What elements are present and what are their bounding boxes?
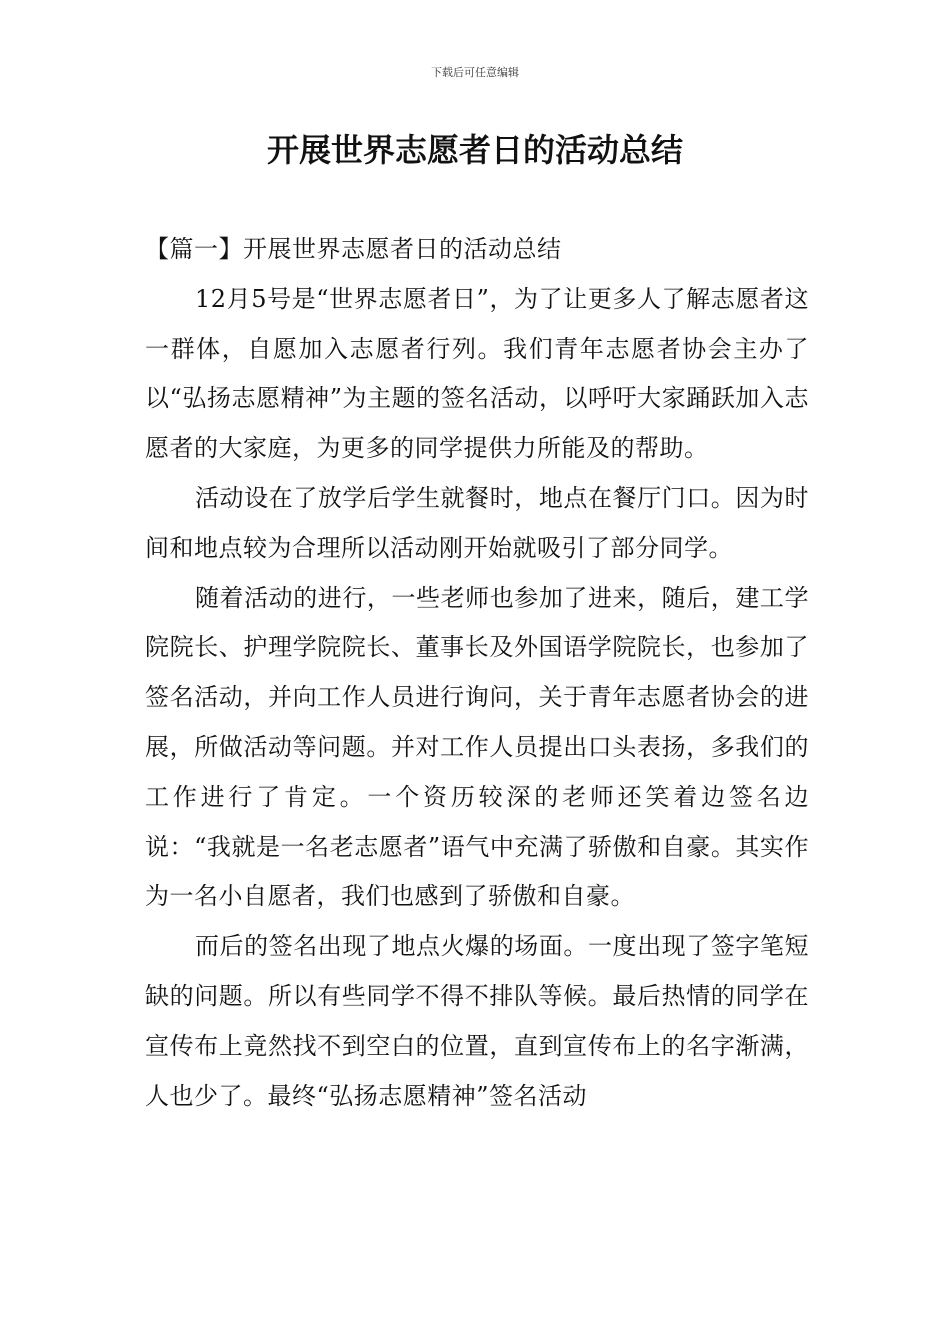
paragraph-4: 而后的签名出现了地点火爆的场面。一度出现了签字笔短缺的问题。所以有些同学不得不排队等候。最后热情的同学在宣传布上竟然找不到空白的位置，直到宣传布上的名字渐满，人也少了。最终“弘扬志愿精神”签名活动	[145, 932, 809, 1110]
paragraph-1: 12月5号是“世界志愿者日”，为了让更多人了解志愿者这一群体，自愿加入志愿者行列。我们青年志愿者协会主办了以“弘扬志愿精神”为主题的签名活动，以呼吁大家踊跃加入志愿者的大家庭，为更多的同学提供力所能及的帮助。	[145, 284, 809, 463]
paragraph-2: 活动设在了放学后学生就餐时，地点在餐厅门口。因为时间和地点较为合理所以活动刚开始就吸引了部分同学。	[145, 483, 809, 562]
paragraph-3: 随着活动的进行，一些老师也参加了进来，随后，建工学院院长、护理学院院长、董事长及外国语学院院长，也参加了签名活动，并向工作人员进行询问，关于青年志愿者协会的进展，所做活动等问题。并对工作人员提出口头表扬，多我们的工作进行了肯定。一个资历较深的老师还笑着边签名边说：“我就是一名老志愿者”语气中充满了骄傲和自豪。其实作为一名小自愿者，我们也感到了骄傲和自豪。	[145, 583, 809, 911]
section-heading: 【篇一】开展世界志愿者日的活动总结	[145, 235, 562, 263]
document-body	[145, 225, 809, 1121]
document-title: 开展世界志愿者日的活动总结	[266, 131, 683, 169]
header-note: 下载后可任意编辑	[431, 66, 519, 79]
